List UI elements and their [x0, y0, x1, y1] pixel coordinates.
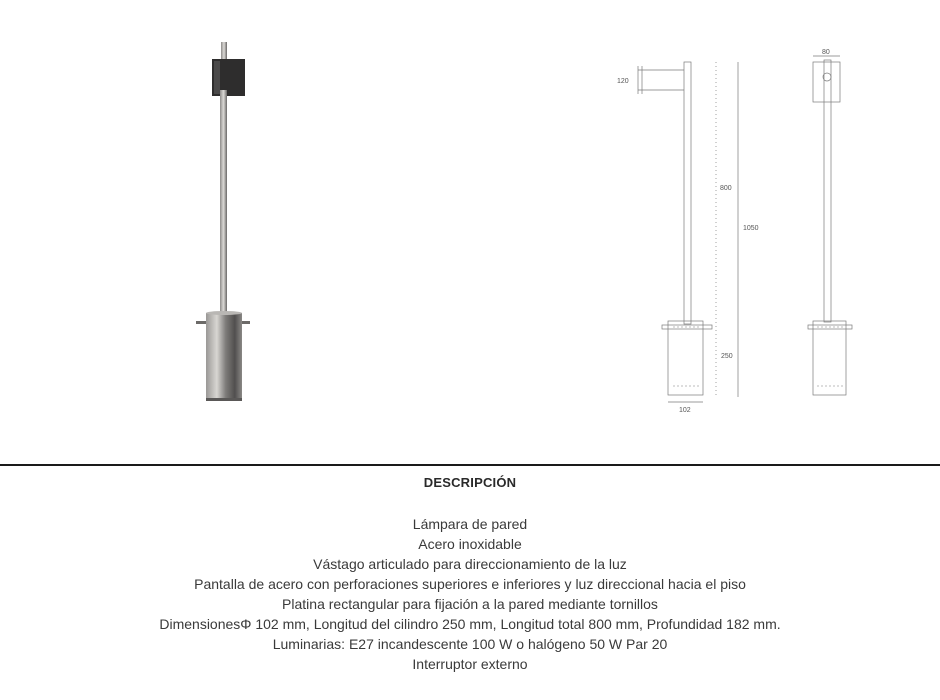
section-divider — [0, 464, 940, 466]
description-line: Interruptor externo — [412, 656, 528, 672]
description-line: Platina rectangular para fijación a la pared mediante tornillos — [282, 596, 658, 612]
dim-diameter: 102 — [679, 407, 691, 414]
rod — [220, 90, 227, 316]
front-plate — [813, 62, 840, 102]
dim-rod: 800 — [720, 185, 732, 192]
dim-total: 1050 — [743, 225, 759, 232]
front-cylinder — [813, 321, 846, 395]
description-title: DESCRIPCIÓN — [423, 475, 517, 490]
description-line: Pantalla de acero con perforaciones superiores e inferiores y luz direccional hacia el piso — [194, 576, 746, 592]
description-line: Lámpara de pared — [412, 516, 528, 532]
technical-drawing — [600, 40, 940, 420]
description-line: DimensionesΦ 102 mm, Longitud del cilindro 250 mm, Longitud total 800 mm, Profundidad 182 mm. — [159, 616, 781, 632]
description-line: Vástago articulado para direccionamiento de la luz — [313, 556, 627, 572]
product-photo — [180, 30, 270, 410]
description-list — [0, 514, 940, 674]
side-cylinder — [668, 321, 703, 395]
front-rod — [824, 60, 831, 322]
cylinder-shade — [206, 313, 242, 401]
description-line: Acero inoxidable — [418, 536, 522, 552]
dim-arm: 120 — [617, 78, 629, 85]
dim-width-top: 80 — [822, 49, 830, 56]
side-rod — [684, 62, 691, 324]
description-line: Luminarias: E27 incandescente 100 W o halógeno 50 W Par 20 — [272, 636, 668, 652]
dim-cylinder: 250 — [721, 353, 733, 360]
